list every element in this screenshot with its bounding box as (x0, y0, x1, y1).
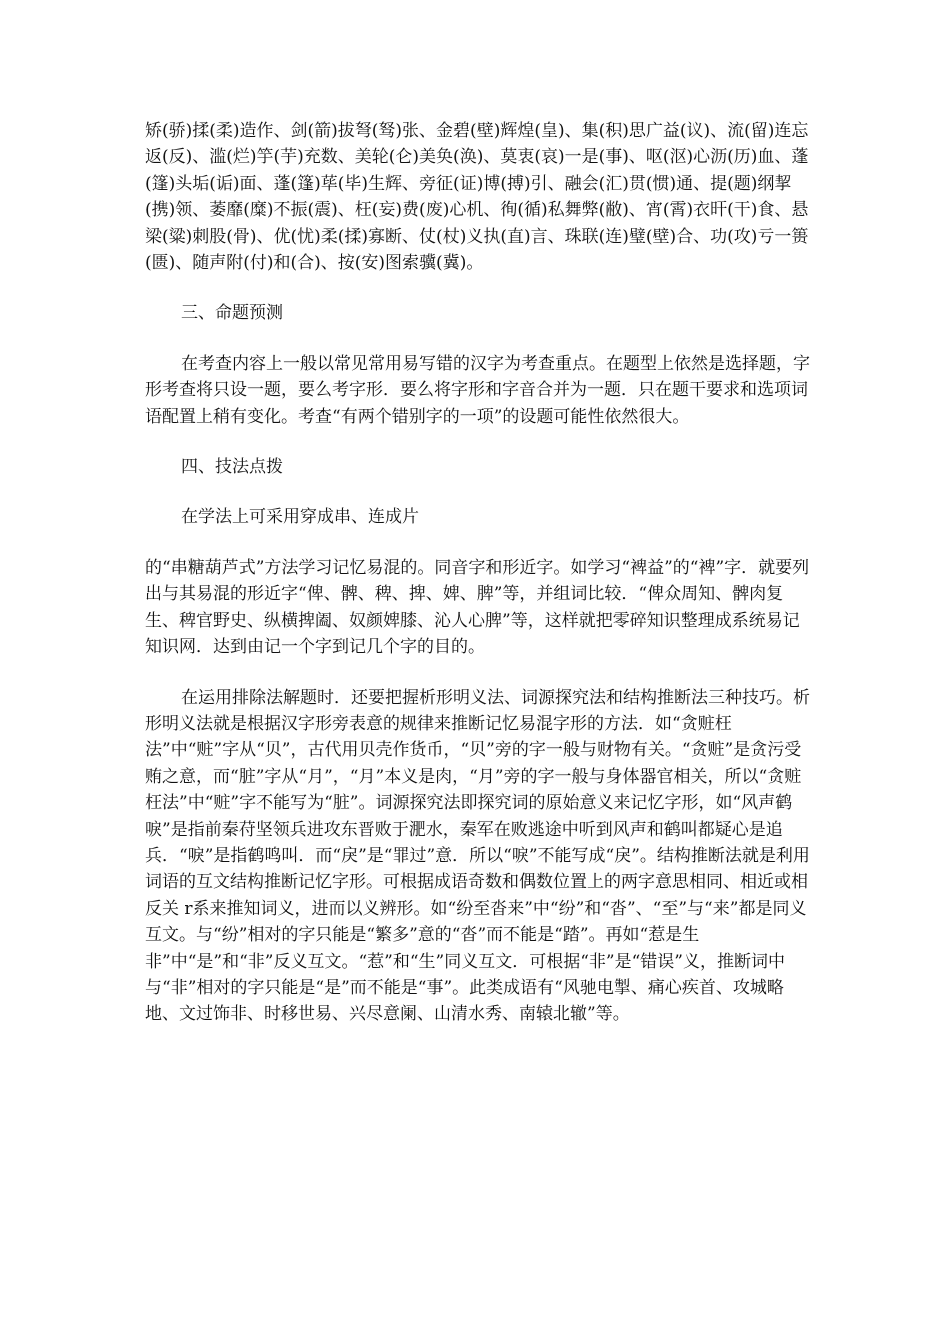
paragraph-learning-method-intro: 在学法上可采用穿成串、连成片 (181, 507, 419, 528)
section-heading-prediction: 三、命题预测 (181, 303, 283, 324)
paragraph-learning-method-detail: 的“串糖葫芦式”方法学习记忆易混的。同音字和形近字。如学习“裨益”的“裨”字．就要列出与其易混的形近字“俾、髀、稗、捭、婢、脾”等，并组词比较．“俾众周知、髀肉复生、稗官野史、纵横捭阖、奴颜婢膝、沁人心脾”等，这样就把零碎知识整理成系统易记知识网．达到由记一个字到记几个字的目的。 (145, 557, 810, 658)
document-body (145, 118, 815, 1028)
paragraph-elimination-techniques: 在运用排除法解题时．还要把握析形明义法、词源探究法和结构推断法三种技巧。析形明义法就是根据汉字形旁表意的规律来推断记忆易混字形的方法．如“贪赃枉法”中“赃”字从“贝”，古代用贝壳作货币，“贝”旁的字一般与财物有关。“贪赃”是贪污受贿之意，而“脏”字从“月”，“月”本义是肉，“月”旁的字一般与身体器官相关，所以“贪赃枉法”中“赃”字不能写为“脏”。词源探究法即探究词的原始意义来记忆字形，如“风声鹤唳”是指前秦苻坚领兵进攻东晋败于淝水，秦军在败逃途中听到风声和鹤叫都疑心是追兵．“唳”是指鹤鸣叫．而“戾”是“罪过”意．所以“唳”不能写成“戾”。结构推断法就是利用词语的互文结构推断记忆字形。可根据成语奇数和偶数位置上的两字意思相同、相近或相反关 r系来推知词义，进而以义辨形。如“纷至沓来”中“纷”和“沓”、“至”与“来”都是同义互文。与“纷”相对的字只能是“繁多”意的“沓”而不能是“踏”。再如“惹是生非”中“是”和“非”反义互文。“惹”和“生”同义互文．可根据“非”是“错误”义，推断词中与“非”相对的字只能是“是”而不能是“事”。此类成语有“风驰电掣、痛心疾首、攻城略地、文过饰非、时移世易、兴尽意阑、山清水秀、南辕北辙”等。 (145, 687, 810, 1025)
section-heading-techniques: 四、技法点拨 (181, 457, 283, 478)
paragraph-idiom-corrections: 矫(骄)揉(柔)造作、剑(箭)拔弩(驽)张、金碧(壁)辉煌(皇)、集(积)思广益(议)、流(留)连忘返(反)、滥(烂)竽(芋)充数、美轮(仑)美奂(涣)、莫衷(哀)一是(事)、呕(沤)心沥(历)血、蓬(篷)头垢(诟)面、蓬(篷)荜(毕)生辉、旁征(证)博(搏)引、融会(汇)贯(惯)通、提(题)纲挈(携)领、萎靡(糜)不振(震)、枉(妄)费(废)心机、徇(循)私舞弊(敝)、宵(霄)衣旰(干)食、悬梁(粱)刺股(骨)、优(忧)柔(揉)寡断、仗(杖)义执(直)言、珠联(连)璧(壁)合、功(攻)亏一篑(匮)、随声附(付)和(合)、按(安)图索骥(冀)。 (145, 121, 809, 274)
paragraph-prediction: 在考查内容上一般以常见常用易写错的汉字为考查重点。在题型上依然是选择题，字形考查将只设一题，要么考字形．要么将字形和字音合并为一题．只在题干要求和选项词语配置上稍有变化。考查“有两个错别字的一项”的设题可能性依然很大。 (145, 353, 810, 427)
